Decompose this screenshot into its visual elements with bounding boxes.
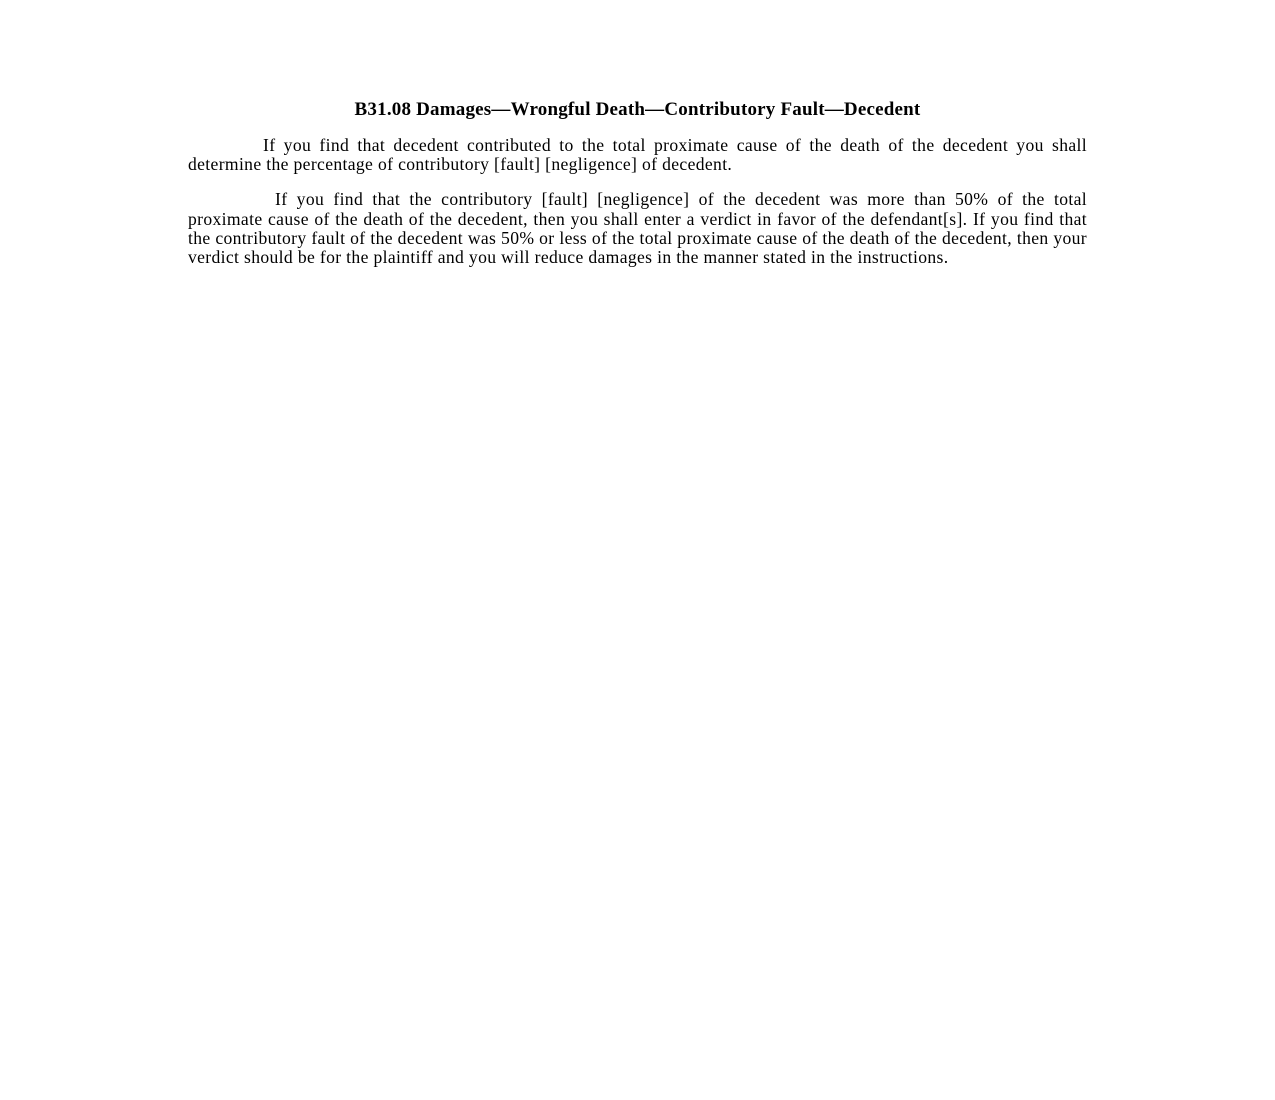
paragraph-contributory-percentage: If you find that decedent contributed to the total proximate cause of the death of the decedent you shall determine the percentage of contributory [fault] [negligence] of decedent. <box>188 135 1087 175</box>
document-title: B31.08 Damages—Wrongful Death—Contributory Fault—Decedent <box>354 99 921 120</box>
paragraph-verdict-instructions: If you find that the contributory [fault] [negligence] of the decedent was more than 50% of the total proximate cause of the death of the decedent, then you shall enter a verdict in favor of the defendant[s]. If you find that the contributory fault of the decedent was 50% or less of the total proximate cause of the death of the decedent, then your verdict should be for the plaintiff and you will reduce damages in the manner stated in the instructions. <box>188 189 1087 268</box>
document-page <box>188 98 1087 267</box>
